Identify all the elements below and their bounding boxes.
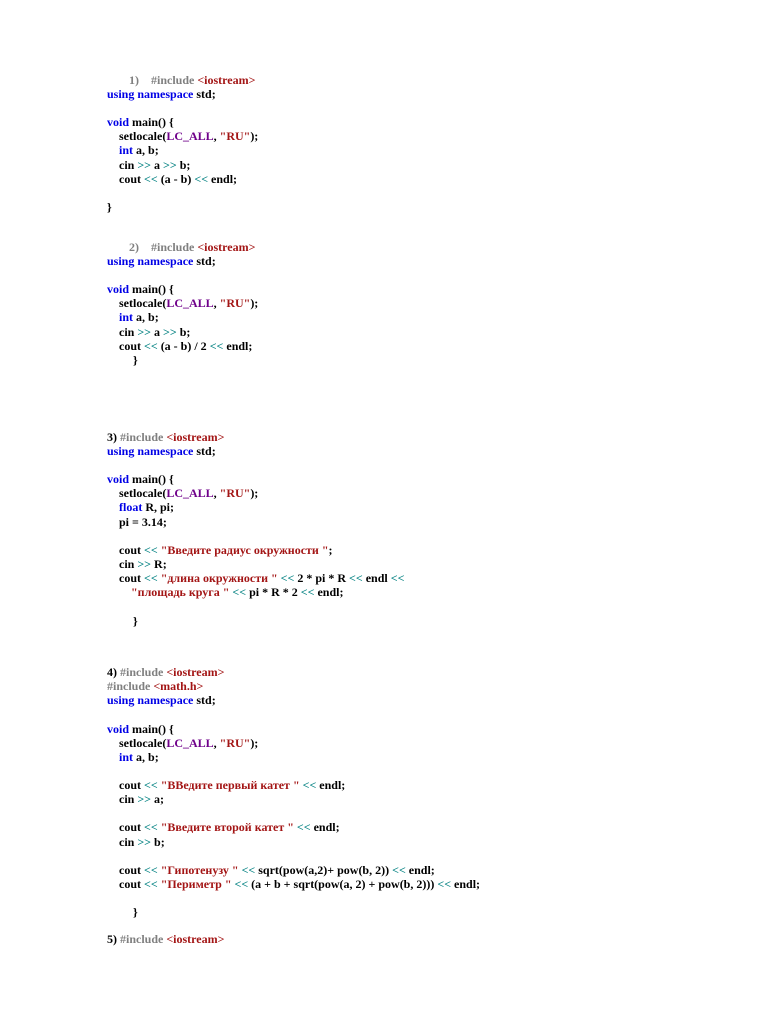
code-line <box>107 254 216 268</box>
code-token: cin <box>119 792 138 806</box>
code-token: "Введите второй катет " <box>160 820 294 834</box>
code-line <box>119 515 167 529</box>
code-line <box>133 614 138 628</box>
code-token: LC_ALL <box>166 296 214 310</box>
code-token: endl; <box>451 877 481 891</box>
code-line <box>119 571 404 585</box>
code-token: std; <box>193 254 216 268</box>
code-line <box>107 679 203 693</box>
code-token: ); <box>250 129 259 143</box>
code-token: << <box>296 820 311 834</box>
code-token: a <box>151 158 164 172</box>
code-token: endl; <box>208 172 238 186</box>
code-token: << <box>144 339 158 353</box>
code-token: (a + b + sqrt(pow(a, 2) + pow(b, 2))) <box>248 877 438 891</box>
code-line <box>119 792 164 806</box>
code-token: << <box>437 877 452 891</box>
code-token: setlocale( <box>119 736 167 750</box>
code-token: cin <box>119 557 138 571</box>
code-token: LC_ALL <box>166 129 214 143</box>
code-token: cin <box>119 835 138 849</box>
code-line <box>119 877 480 891</box>
code-token: 5) <box>107 932 120 946</box>
code-token: namespace <box>137 87 194 101</box>
code-token: main() { <box>129 282 174 296</box>
code-token: "Гипотенузу " <box>160 863 239 877</box>
code-token: pi * R * 2 <box>246 585 301 599</box>
code-line <box>107 472 174 486</box>
code-token: cout <box>119 820 144 834</box>
code-token: cin <box>119 325 138 339</box>
code-line <box>133 353 138 367</box>
code-token: << <box>300 585 315 599</box>
code-line <box>119 129 258 143</box>
code-token: b; <box>176 325 191 339</box>
code-token: <iostream> <box>197 240 256 254</box>
code-token: >> <box>137 325 152 339</box>
code-token: "площадь круга " <box>131 585 230 599</box>
code-token: } <box>133 614 138 628</box>
code-line <box>119 158 190 172</box>
code-line <box>119 486 258 500</box>
code-line <box>119 296 258 310</box>
code-token: << <box>392 863 406 877</box>
code-token: } <box>133 353 138 367</box>
code-token: , <box>213 296 220 310</box>
code-token: "RU" <box>219 736 251 750</box>
code-token: << <box>144 877 158 891</box>
code-token: R; <box>151 557 167 571</box>
code-token: , <box>213 736 220 750</box>
code-line <box>129 73 255 87</box>
code-token: ; <box>328 543 333 557</box>
code-token: << <box>144 571 158 585</box>
code-token: >> <box>137 792 152 806</box>
code-line <box>107 115 174 129</box>
code-token: main() { <box>129 115 174 129</box>
code-line <box>129 240 255 254</box>
code-line <box>119 557 167 571</box>
code-token: ); <box>250 296 259 310</box>
code-token: endl; <box>316 778 346 792</box>
code-line <box>119 310 159 324</box>
code-token: a, b; <box>133 750 159 764</box>
code-token: using <box>107 254 135 268</box>
code-token: #include <box>120 430 167 444</box>
code-token: pi = 3.14; <box>119 515 167 529</box>
code-line <box>107 200 112 214</box>
code-token: "RU" <box>219 129 251 143</box>
code-token: <iostream> <box>166 665 225 679</box>
code-token: std; <box>193 87 216 101</box>
code-token: endl; <box>223 339 253 353</box>
code-line <box>119 325 190 339</box>
code-token: LC_ALL <box>166 736 214 750</box>
code-token: endl <box>362 571 391 585</box>
code-line <box>107 430 224 444</box>
code-token: cout <box>119 571 144 585</box>
code-line <box>107 693 216 707</box>
code-token: endl; <box>314 585 344 599</box>
code-token: #include <box>151 73 198 87</box>
code-line <box>133 905 138 919</box>
code-token: << <box>234 877 249 891</box>
code-token: endl; <box>405 863 435 877</box>
code-line <box>119 835 165 849</box>
code-line <box>119 143 159 157</box>
code-token: <iostream> <box>166 430 225 444</box>
code-token: b; <box>151 835 165 849</box>
code-token: (a - b) / 2 <box>157 339 210 353</box>
code-token: R, pi; <box>142 500 174 514</box>
code-token: << <box>390 571 405 585</box>
code-line <box>119 543 333 557</box>
code-token: 2) <box>129 240 151 254</box>
code-token: setlocale( <box>119 129 167 143</box>
code-token: using <box>107 444 135 458</box>
code-token: cout <box>119 172 144 186</box>
code-token: >> <box>137 835 152 849</box>
code-token: "RU" <box>219 296 251 310</box>
code-token: << <box>144 778 158 792</box>
code-token: cout <box>119 863 144 877</box>
code-token: using <box>107 87 135 101</box>
code-line <box>119 863 435 877</box>
code-line <box>119 339 252 353</box>
code-token: } <box>133 905 138 919</box>
code-token: int <box>119 143 134 157</box>
code-token: "ВВедите первый катет " <box>160 778 300 792</box>
code-token: , <box>213 129 220 143</box>
code-line <box>107 932 224 946</box>
code-token: cout <box>119 543 144 557</box>
code-token: << <box>144 820 158 834</box>
code-token: main() { <box>129 472 174 486</box>
code-token: void <box>107 722 130 736</box>
code-token: void <box>107 282 130 296</box>
code-token: << <box>144 543 158 557</box>
code-token: >> <box>163 158 177 172</box>
code-line <box>119 500 174 514</box>
code-token: std; <box>193 693 216 707</box>
code-line <box>119 172 237 186</box>
code-token: a; <box>151 792 165 806</box>
code-token: << <box>194 172 209 186</box>
code-token: 3) <box>107 430 120 444</box>
code-token: << <box>232 585 247 599</box>
code-token: "RU" <box>219 486 251 500</box>
code-token: namespace <box>137 693 194 707</box>
code-token: << <box>144 172 158 186</box>
code-token: << <box>280 571 295 585</box>
code-token: namespace <box>137 254 194 268</box>
code-token: ); <box>250 486 259 500</box>
code-token: cin <box>119 158 138 172</box>
code-token: "Периметр " <box>160 877 232 891</box>
code-line <box>107 722 174 736</box>
code-token: <iostream> <box>197 73 256 87</box>
code-token: void <box>107 115 130 129</box>
code-line <box>119 750 159 764</box>
code-token: >> <box>137 158 152 172</box>
code-token: int <box>119 310 134 324</box>
code-token: << <box>302 778 317 792</box>
code-token: a <box>151 325 164 339</box>
code-token: , <box>213 486 220 500</box>
code-token: "длина окружности " <box>160 571 278 585</box>
code-token: float <box>119 500 143 514</box>
code-token: std; <box>193 444 216 458</box>
code-token: endl; <box>310 820 340 834</box>
code-token: #include <box>120 665 167 679</box>
code-token: LC_ALL <box>166 486 214 500</box>
code-token: "Введите радиус окружности " <box>160 543 329 557</box>
code-token: 2 * pi * R <box>294 571 350 585</box>
code-token: sqrt(pow(a,2)+ pow(b, 2)) <box>255 863 393 877</box>
code-token: cout <box>119 877 144 891</box>
code-line <box>119 778 345 792</box>
code-line <box>107 444 216 458</box>
code-token: #include <box>120 932 167 946</box>
code-token: #include <box>151 240 198 254</box>
code-token: (a - b) <box>157 172 195 186</box>
code-token: 4) <box>107 665 120 679</box>
code-line <box>107 282 174 296</box>
code-token: <math.h> <box>153 679 204 693</box>
code-token: << <box>349 571 363 585</box>
code-token: main() { <box>129 722 174 736</box>
code-token: 1) <box>129 73 151 87</box>
code-token: << <box>144 863 158 877</box>
code-token: setlocale( <box>119 296 167 310</box>
code-token: <iostream> <box>166 932 225 946</box>
code-line <box>107 87 216 101</box>
code-token: cout <box>119 339 144 353</box>
code-token: setlocale( <box>119 486 167 500</box>
code-token: cout <box>119 778 144 792</box>
code-line <box>131 585 343 599</box>
code-token: namespace <box>137 444 194 458</box>
code-token: #include <box>107 679 154 693</box>
code-token: int <box>119 750 134 764</box>
code-token: << <box>209 339 224 353</box>
code-token: >> <box>137 557 152 571</box>
code-token: a, b; <box>133 310 159 324</box>
code-token: void <box>107 472 130 486</box>
code-token: } <box>107 200 112 214</box>
code-token: using <box>107 693 135 707</box>
code-line <box>119 820 340 834</box>
code-token: ); <box>250 736 259 750</box>
code-token: >> <box>163 325 177 339</box>
code-line <box>119 736 258 750</box>
code-line <box>107 665 224 679</box>
code-token: << <box>241 863 256 877</box>
code-token: a, b; <box>133 143 159 157</box>
code-token: b; <box>176 158 191 172</box>
